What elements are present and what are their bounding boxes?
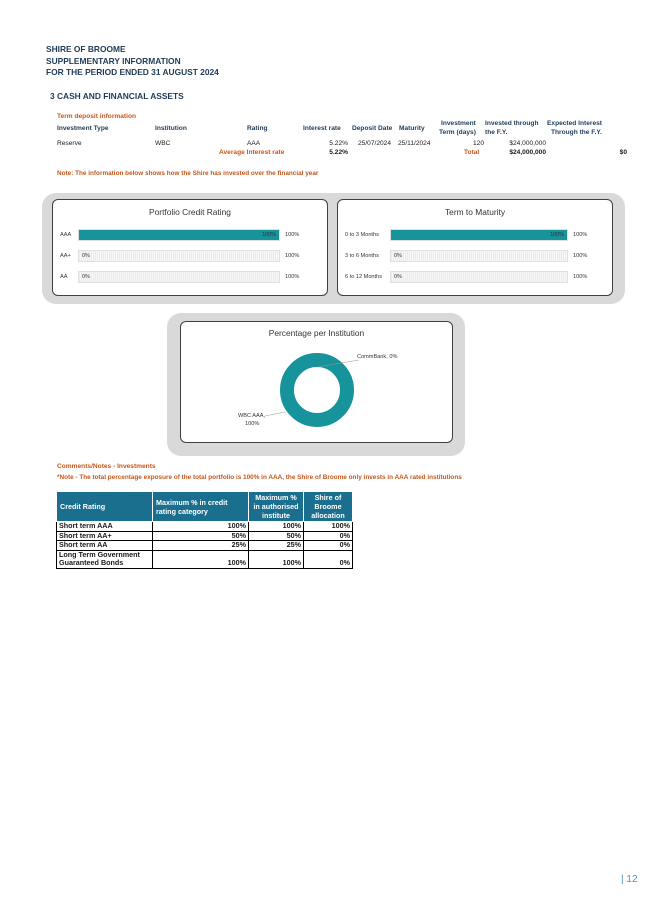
bar-value-label: 0% xyxy=(82,274,90,280)
row-term: 120 xyxy=(472,140,484,147)
maturity-chart-title: Term to Maturity xyxy=(444,207,506,217)
header-max-institute-line3: institute xyxy=(262,511,290,520)
max-category-cell: 100% xyxy=(153,522,249,532)
header-max-institute-line2: in authorised xyxy=(253,502,299,511)
average-rate-label: Average Interest rate xyxy=(219,149,285,156)
row-invested: $24,000,000 xyxy=(509,140,546,147)
bar-value-label: 100% xyxy=(550,232,564,238)
header-max-category xyxy=(153,492,249,522)
bar-value-label: 0% xyxy=(394,253,402,259)
bar-value-label: 0% xyxy=(82,253,90,259)
page-number: | 12 xyxy=(621,874,638,885)
col-institution: Institution xyxy=(155,125,187,132)
col-maturity: Maturity xyxy=(399,125,425,132)
bar-track xyxy=(390,229,568,241)
table-row xyxy=(57,541,353,551)
total-invested: $24,000,000 xyxy=(509,149,546,156)
header-max-institute-line1: Maximum % xyxy=(255,493,297,502)
header-shire-line2: Broome xyxy=(314,502,342,511)
max-category-cell: 25% xyxy=(153,541,249,551)
bar-track xyxy=(78,271,280,283)
credit-chart-title: Portfolio Credit Rating xyxy=(149,207,231,217)
institution-chart xyxy=(180,321,453,443)
donut-slice-wbc-aaa xyxy=(287,360,347,420)
table-row xyxy=(57,559,353,568)
comments-title: Comments/Notes - Investments xyxy=(57,463,156,470)
shire-name: SHIRE OF BROOME xyxy=(46,44,126,54)
header-credit-rating xyxy=(57,492,153,522)
header-shire-line3: allocation xyxy=(311,511,345,520)
col-expected-line2: Through the F.Y. xyxy=(551,129,602,136)
total-expected-interest: $0 xyxy=(619,149,627,156)
row-interest-rate: 5.22% xyxy=(329,140,348,147)
row-type: Reserve xyxy=(57,140,82,147)
bonds-max-institute-cell: 100% xyxy=(249,559,304,568)
max-institute-cell: 50% xyxy=(249,531,304,541)
bonds-rating-line2: Guaranteed Bonds xyxy=(57,559,153,568)
term-deposit-title: Term deposit information xyxy=(57,113,137,120)
credit-rating-chart xyxy=(52,199,328,296)
rating-cell: Short term AA+ xyxy=(57,531,153,541)
total-label: Total xyxy=(464,149,480,156)
allocation-cell: 100% xyxy=(304,522,353,532)
col-expected-line1: Expected Interest xyxy=(547,120,602,127)
bar-track xyxy=(390,271,568,283)
allocation-cell: 0% xyxy=(304,531,353,541)
bar-track xyxy=(390,250,568,262)
header-max-category-line1: Maximum % in credit xyxy=(156,497,228,507)
report-header xyxy=(46,44,219,79)
allocation-cell: 0% xyxy=(304,541,353,551)
institution-donut-svg xyxy=(181,322,454,444)
bar-category-label: AAA xyxy=(60,232,72,238)
col-term-line1: Investment xyxy=(441,120,476,127)
col-invested-line2: the F.Y. xyxy=(485,129,508,136)
wbc-slice-label-line2: 100% xyxy=(245,421,260,427)
row-deposit-date: 25/07/2024 xyxy=(358,140,392,147)
bar-category-label: 3 to 6 Months xyxy=(345,253,379,259)
bar-category-label: 0 to 3 Months xyxy=(345,232,379,238)
max-institute-cell: 100% xyxy=(249,522,304,532)
term-to-maturity-chart xyxy=(337,199,613,296)
col-rating: Rating xyxy=(247,125,268,132)
bar-track xyxy=(78,250,280,262)
bonds-rating-line1: Long Term Government xyxy=(57,550,153,559)
bar-value-label: 100% xyxy=(262,232,276,238)
investment-note: Note: The information below shows how the Shire has invested over the financial year xyxy=(57,170,319,177)
bar-end-label: 100% xyxy=(285,274,300,280)
bar-end-label: 100% xyxy=(573,274,588,280)
investment-policy-table xyxy=(56,491,353,569)
commbank-slice-label: CommBank, 0% xyxy=(357,354,398,360)
report-title: SUPPLEMENTARY INFORMATION xyxy=(46,55,181,66)
max-category-cell: 50% xyxy=(153,531,249,541)
bar-end-label: 100% xyxy=(285,232,300,238)
bar-category-label: 6 to 12 Months xyxy=(345,274,383,280)
bar-end-label: 100% xyxy=(573,253,588,259)
bonds-allocation-cell: 0% xyxy=(304,559,353,568)
rating-cell: Short term AA xyxy=(57,541,153,551)
bar-end-label: 100% xyxy=(573,232,588,238)
bar-mark xyxy=(79,230,279,240)
bar-category-label: AA+ xyxy=(60,253,71,259)
wbc-leader-line xyxy=(265,412,285,416)
col-deposit-date: Deposit Date xyxy=(352,125,393,132)
header-shire-allocation xyxy=(304,492,353,522)
bar-mark xyxy=(391,230,567,240)
bar-track xyxy=(78,229,280,241)
max-institute-cell: 25% xyxy=(249,541,304,551)
bar-value-label: 0% xyxy=(394,274,402,280)
row-rating: AAA xyxy=(247,140,261,147)
institution-chart-title: Percentage per Institution xyxy=(268,328,365,338)
header-max-category-line2: rating category xyxy=(156,506,208,516)
header-credit-rating-text: Credit Rating xyxy=(60,502,106,511)
col-term-line2: Term (days) xyxy=(439,129,476,136)
row-institution: WBC xyxy=(155,140,171,147)
header-max-institute xyxy=(249,492,304,522)
bonds-max-category-cell: 100% xyxy=(153,559,249,568)
bar-end-label: 100% xyxy=(285,253,300,259)
header-shire-line1: Shire of xyxy=(314,493,342,502)
section-title: 3 CASH AND FINANCIAL ASSETS xyxy=(50,91,184,101)
comments-note: *Note - The total percentage exposure of the total portfolio is 100% in AAA, the Shire of Broome only invests in AAA rated institutions xyxy=(57,474,462,481)
policy-header-row xyxy=(57,492,353,522)
col-investment-type: Investment Type xyxy=(57,125,109,132)
rating-cell: Short term AAA xyxy=(57,522,153,532)
average-rate-value: 5.22% xyxy=(329,149,348,156)
row-maturity: 25/11/2024 xyxy=(398,140,431,147)
table-row xyxy=(57,522,353,532)
report-period: FOR THE PERIOD ENDED 31 AUGUST 2024 xyxy=(46,67,219,77)
bar-category-label: AA xyxy=(60,274,68,280)
col-invested-line1: Invested through xyxy=(485,120,539,127)
wbc-slice-label-line1: WBC AAA, xyxy=(238,413,266,419)
col-interest-rate: Interest rate xyxy=(303,125,341,132)
